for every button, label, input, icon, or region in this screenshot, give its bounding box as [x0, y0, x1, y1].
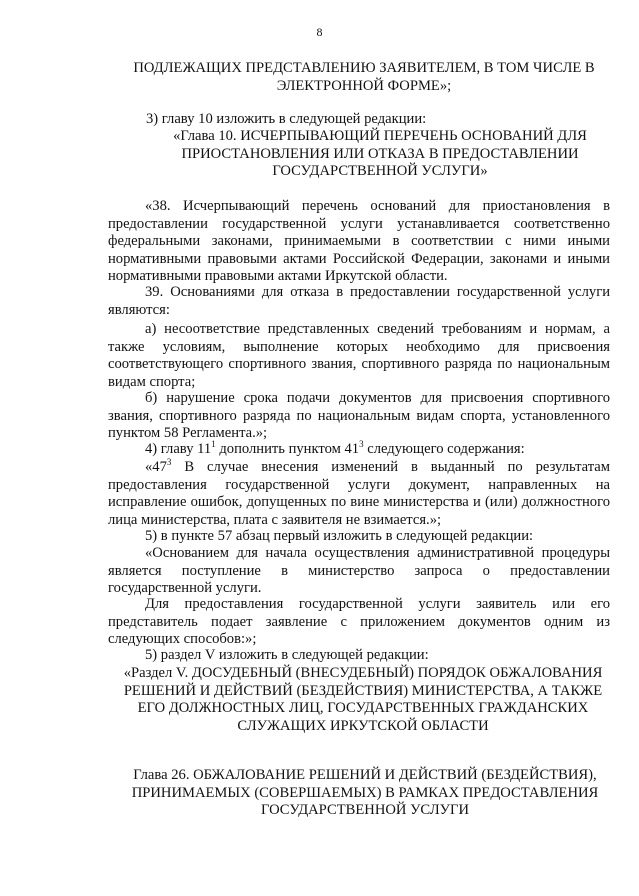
- section-v-title: «Раздел V. ДОСУДЕБНЫЙ (ВНЕСУДЕБНЫЙ) ПОРЯДОК ОБЖАЛОВАНИЯ РЕШЕНИЙ И ДЕЙСТВИЙ (БЕЗДЕЙСТВИЯ) МИНИСТЕРСТВА, А ТАКЖЕ ЕГО ДОЛЖНОСТНЫХ ЛИЦ, ГОСУДАРСТВЕННЫХ ГРАЖДАНСКИХ СЛУЖАЩИХ ИРКУТСКОЙ ОБЛАСТИ: [123, 665, 603, 734]
- item-5-section-v: 5) раздел V изложить в следующей редакции:: [145, 647, 429, 663]
- item-4: 4) главу $11^1$ дополнить пунктом $41^3$ следующего содержания:: [145, 439, 525, 457]
- paragraph-39-b: б) нарушение срока подачи документов для присвоения спортивного звания, спортивного разряда по национальным видам спорта, установленного пунктом 58 Регламента.»;: [108, 390, 610, 441]
- paragraph-38: «38. Исчерпывающий перечень оснований для приостановления в предоставлении государственной услуги устанавливается соответственно федеральными законами, принимаемыми в соответствии с ними иными нормативными правовыми актами Российской Федерации, законами и иными нормативными правовыми актами Иркутской области.: [108, 198, 610, 284]
- page-number: 8: [316, 25, 323, 39]
- chapter-26-title: Глава 26. ОБЖАЛОВАНИЕ РЕШЕНИЙ И ДЕЙСТВИЙ (БЕЗДЕЙСТВИЯ), ПРИНИМАЕМЫХ (СОВЕРШАЕМЫХ) В РАМКАХ ПРЕДОСТАВЛЕНИЯ ГОСУДАРСТВЕННОЙ УСЛУГИ: [131, 767, 599, 818]
- paragraph-39-a: а) несоответствие представленных сведений требованиям и нормам, а также условиям, выполнение которых необходимо для присвоения соответствующего спортивного звания, спортивного разряда по национальным видам спорта;: [108, 321, 610, 390]
- chapter-10-title: «Глава 10. ИСЧЕРПЫВАЮЩИЙ ПЕРЕЧЕНЬ ОСНОВАНИЙ ДЛЯ ПРИОСТАНОВЛЕНИЯ ИЛИ ОТКАЗА В ПРЕДОСТАВЛЕНИИ ГОСУДАРСТВЕННОЙ УСЛУГИ»: [173, 128, 587, 179]
- paragraph-57-second: Для предоставления государственной услуги заявитель или его представитель подает заявление с приложением документов одним из следующих способов:»;: [108, 596, 610, 647]
- paragraph-57-first: «Основанием для начала осуществления административной процедуры является поступление в министерство запроса о предоставлении государственной услуги.: [108, 545, 610, 596]
- item-5-paragraph-57: 5) в пункте 57 абзац первый изложить в следующей редакции:: [145, 528, 534, 544]
- paragraph-39: 39. Основаниями для отказа в предоставлении государственной услуги являются:: [108, 284, 610, 318]
- item-3: 3) главу 10 изложить в следующей редакции:: [146, 111, 427, 127]
- paragraph-47-3: «$47^3$ В случае внесения изменений в выданный по результатам предоставления государственной услуги документ, направленных на исправление ошибок, допущенных по вине министерства и (или) должностного лица министерства, плата с заявителя не взимается.»;: [108, 457, 610, 528]
- heading-continuation: ПОДЛЕЖАЩИХ ПРЕДСТАВЛЕНИЮ ЗАЯВИТЕЛЕМ, В ТОМ ЧИСЛЕ В ЭЛЕКТРОННОЙ ФОРМЕ»;: [133, 60, 595, 94]
